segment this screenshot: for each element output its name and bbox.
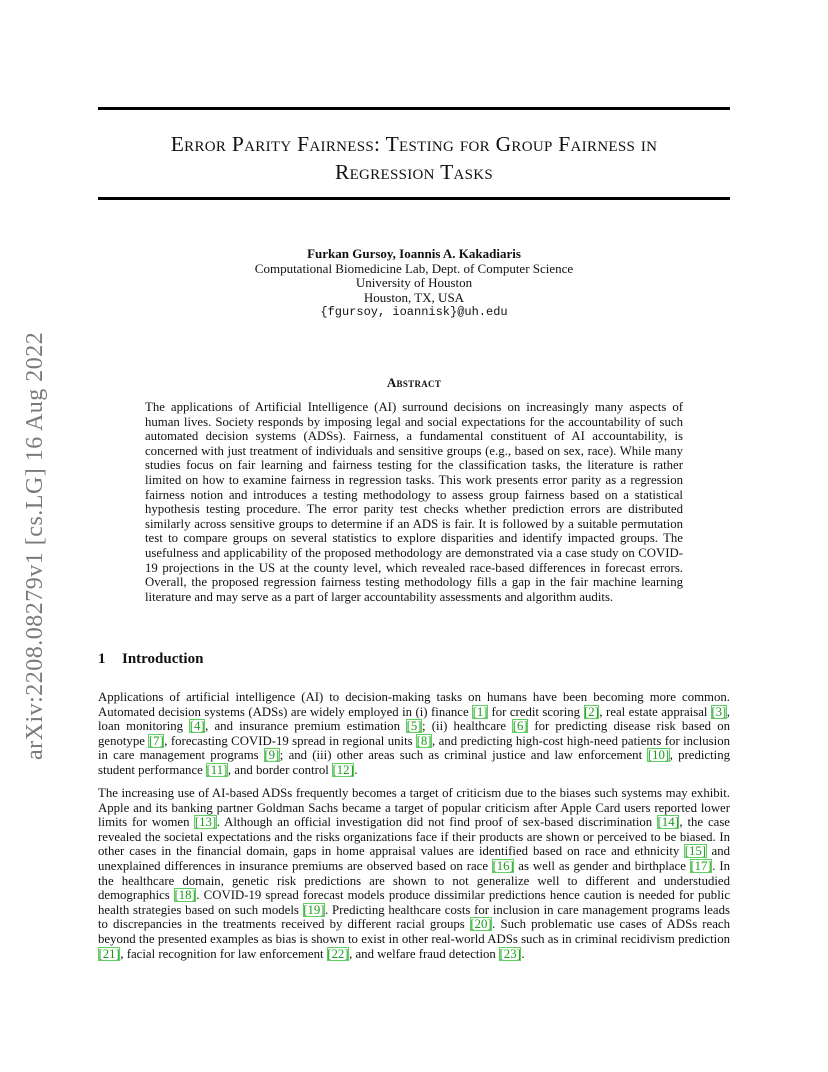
citation-link[interactable]: [11]	[206, 762, 228, 777]
text-run: ; (ii) healthcare	[422, 719, 513, 734]
text-run: for credit scoring	[488, 704, 584, 719]
intro-paragraph-2	[98, 786, 730, 961]
text-run: . Although an official investigation did not find proof of sex-based discrimination	[216, 815, 658, 830]
text-run: Applications of artificial intelligence (AI) to decision-making tasks on humans have been becoming more common. Automated decision systems (ADSs) are widely employed in (i) finance	[98, 690, 730, 719]
author-email[interactable]: {fgursoy, ioannisk}@uh.edu	[320, 305, 508, 320]
text-run: , predicting student performance	[98, 748, 731, 777]
citation-link[interactable]: [6]	[512, 719, 528, 734]
location: Houston, TX, USA	[363, 289, 465, 305]
text-run: . In the healthcare domain, genetic risk predictions are shown to not generalize well to different and understudied demographics	[98, 858, 731, 903]
citation-link[interactable]: [10]	[647, 748, 670, 763]
text-run: , the case revealed the societal expectations and the risks organizations face if their products are shown or perceived to be biased. In other cases in the financial domain, gaps in home appraisal values are identified based on race and ethnicity	[98, 815, 730, 859]
text-run: . Such problematic use cases of ADSs reach beyond the presented examples as bias is shown to exist in other real-world ADSs such as in criminal recidivism prediction	[98, 917, 730, 946]
citation-link[interactable]: [12]	[332, 762, 354, 777]
text-run: , forecasting COVID-19 spread in regional units	[164, 733, 417, 748]
citation-link[interactable]: [1]	[472, 704, 488, 719]
title-line-2: Regression Tasks	[334, 160, 494, 184]
text-run: , and predicting high-cost high-need patients for inclusion in care management programs	[98, 733, 731, 763]
text-run: ; and (iii) other areas such as criminal justice and law enforcement	[279, 748, 648, 763]
text-run: . Predicting healthcare costs for inclusion in care management programs leads to discrepancies in the treatments received by different racial groups	[98, 902, 730, 932]
text-run: The increasing use of AI-based ADSs frequently becomes a target of criticism due to the biases such systems may exhibit. Apple and its banking partner Goldman Sachs became a target of popular criticism after Apple Card users reported lower limits for women	[98, 786, 730, 830]
abstract-text: The applications of Artificial Intelligence (AI) surround decisions on increasingly many aspects of human lives. Society responds by imposing legal and social expectations for the accountability of such automated decision systems (ADSs). Fairness, a fundamental constituent of AI accountability, is concerned with just treatment of individuals and sensitive groups (e.g., based on sex, race). While many studies focus on fair learning and fairness testing for the classification tasks, the literature is rather limited on how to examine fairness in regression tasks. This work presents error parity as a regression fairness notion and introduces a testing methodology to assess group fairness based on a statistical hypothesis testing procedure. The error parity test checks whether prediction errors are distributed similarly across sensitive groups to determine if an ADS is fair. It is followed by a suitable permutation test to compare groups on several statistics to explore disparities and identify impacted groups. The usefulness and applicability of the proposed methodology are demonstrated via a case study on COVID-19 projections in the US at the county level, which revealed race-based differences in forecast errors. Overall, the proposed regression fairness testing methodology fills a gap in the fair machine learning literature and may serve as a part of larger accountability assessments and algorithm audits.	[145, 400, 683, 604]
text-run: for predicting disease risk based on genotype	[98, 719, 730, 748]
text-run: , and insurance premium estimation	[205, 719, 407, 734]
citation-link[interactable]: [14]	[657, 815, 679, 830]
section-title: Introduction	[122, 651, 204, 667]
citation-link[interactable]: [4]	[189, 719, 205, 734]
citation-link[interactable]: [23]	[499, 946, 521, 961]
abstract-heading: Abstract	[386, 375, 442, 390]
text-run: , and border control	[227, 762, 333, 777]
text-run: .	[354, 762, 358, 777]
text-run: as well as gender and birthplace	[514, 858, 690, 873]
citation-link[interactable]: [13]	[194, 815, 217, 830]
text-run: and unexplained differences in insurance premiums are observed based on race	[98, 844, 730, 873]
text-run: , loan monitoring	[98, 704, 730, 734]
text-run: , real estate appraisal	[599, 704, 711, 719]
citation-link[interactable]: [9]	[264, 748, 280, 763]
section-heading	[98, 651, 203, 668]
citation-link[interactable]: [22]	[327, 946, 349, 961]
citation-link[interactable]: [3]	[711, 704, 727, 719]
citation-link[interactable]: [15]	[684, 844, 707, 859]
citation-link[interactable]: [7]	[148, 733, 164, 748]
title-line-1: Error Parity Fairness: Testing for Group Fairness in	[170, 132, 658, 156]
citation-link[interactable]: [16]	[492, 858, 514, 873]
citation-link[interactable]: [8]	[416, 733, 432, 748]
text-run: , facial recognition for law enforcement	[120, 946, 327, 961]
author-block	[98, 247, 730, 320]
author-names: Furkan Gursoy, Ioannis A. Kakadiaris	[307, 246, 521, 261]
section-number: 1	[98, 651, 106, 667]
citation-link[interactable]: [20]	[470, 917, 492, 932]
arxiv-identifier: arXiv:2208.08279v1 [cs.LG] 16 Aug 2022	[22, 331, 48, 760]
intro-paragraph-1	[98, 690, 730, 778]
affiliation: Computational Biomedicine Lab, Dept. of Computer Science	[254, 260, 574, 276]
title-top-rule	[98, 107, 730, 110]
text-run: .	[521, 946, 525, 961]
citation-link[interactable]: [2]	[584, 704, 599, 719]
paper-title	[98, 130, 730, 186]
citation-link[interactable]: [5]	[406, 719, 422, 734]
citation-link[interactable]: [21]	[98, 946, 120, 961]
citation-link[interactable]: [18]	[174, 888, 196, 903]
text-run: . COVID-19 spread forecast models produce dissimilar predictions hence caution is needed for public health strategies based on such models	[98, 888, 730, 917]
title-bottom-rule	[98, 197, 730, 200]
university: University of Houston	[355, 275, 473, 291]
citation-link[interactable]: [19]	[303, 902, 325, 917]
text-run: , and welfare fraud detection	[349, 946, 500, 961]
citation-link[interactable]: [17]	[690, 858, 712, 873]
